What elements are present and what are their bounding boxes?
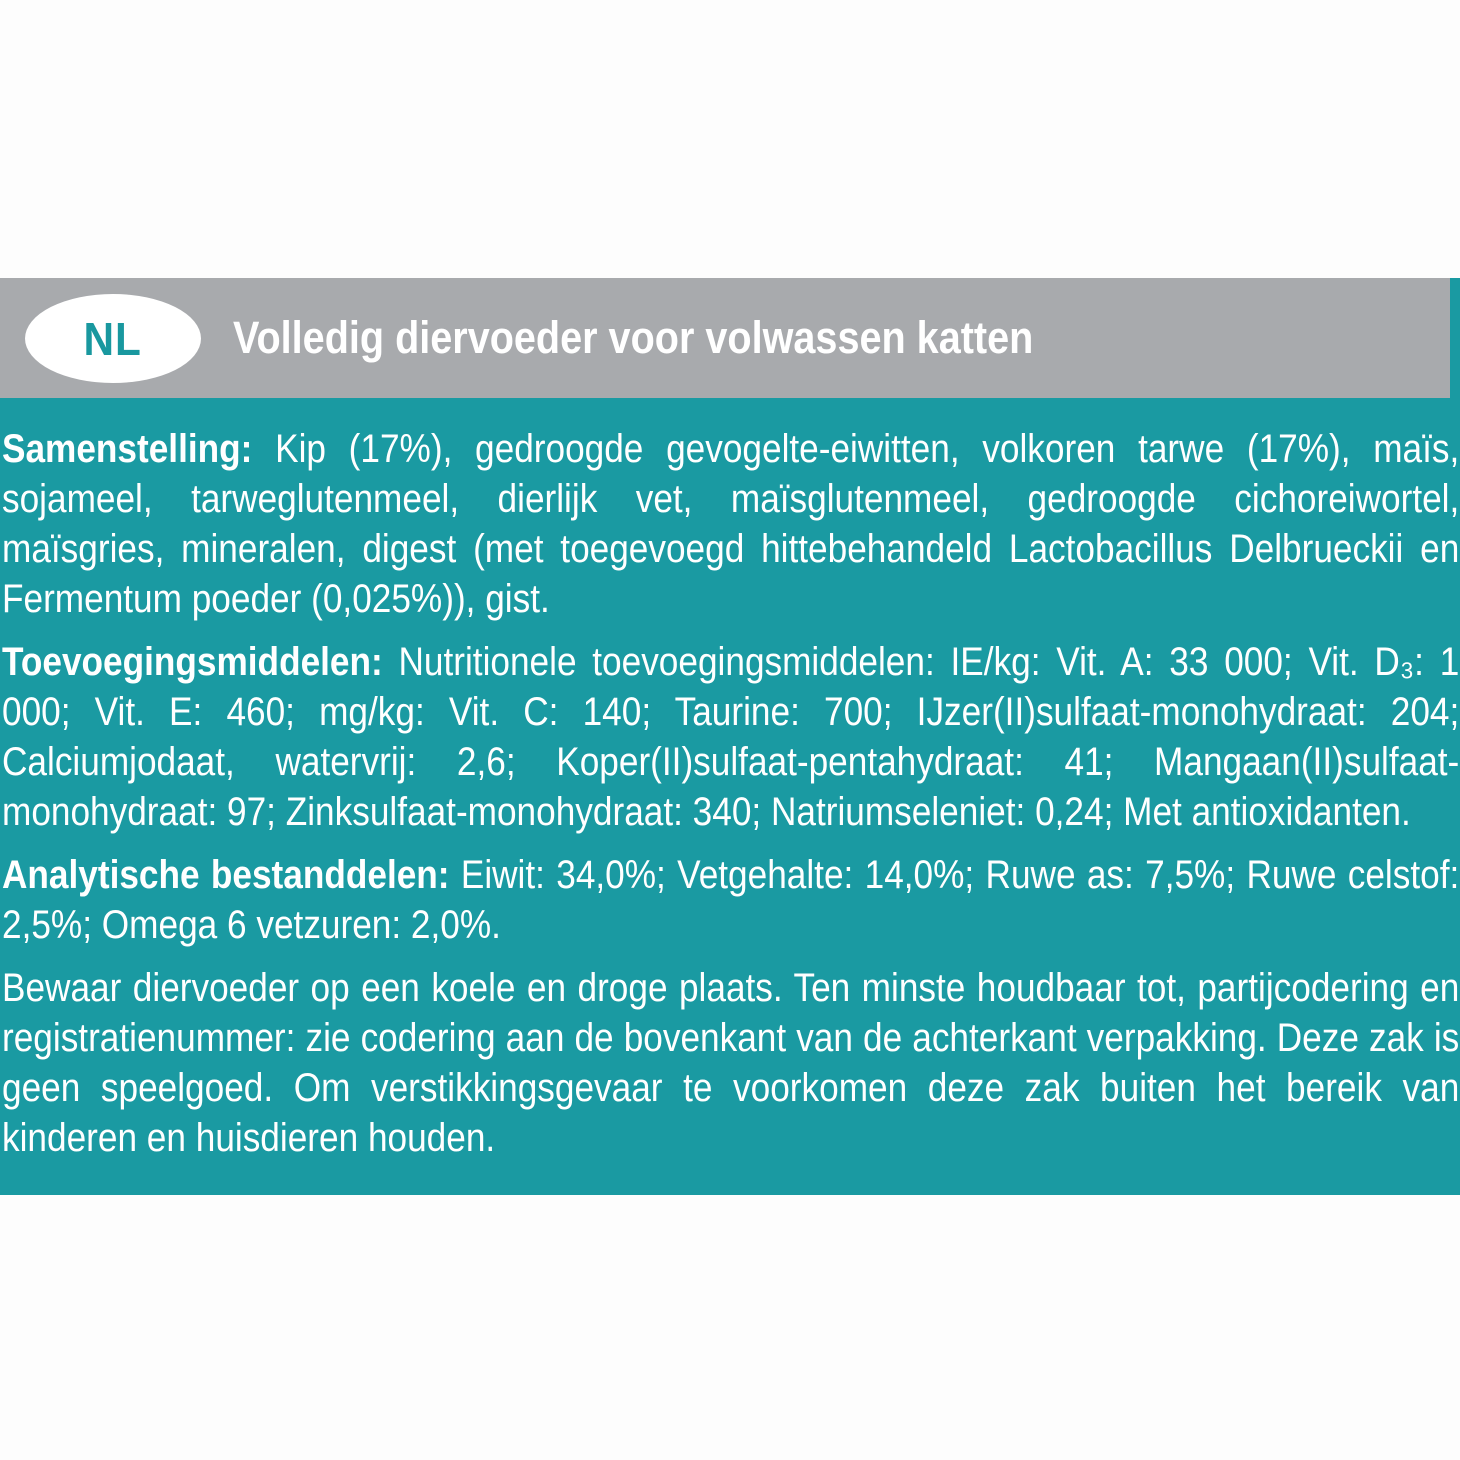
section-analytische-bestanddelen (2, 850, 1459, 950)
label-body-text (2, 424, 1459, 1163)
language-badge (25, 294, 201, 383)
label-title (233, 278, 1142, 398)
label-title-text: Volledig diervoeder voor volwassen katten (233, 312, 1034, 363)
section-analytische-bestanddelen-body: Eiwit: 34,0%; Vetgehalte: 14,0%; Ruwe as: 7,5%; Ruwe celstof: 2,5%; Omega 6 vetzuren: 2,0%. (2, 853, 1460, 947)
label-header-bar (0, 278, 1450, 398)
language-code: NL (83, 312, 143, 365)
section-bewaaradvies (2, 963, 1459, 1163)
section-samenstelling (2, 424, 1459, 624)
section-toevoegingsmiddelen (2, 637, 1459, 837)
section-samenstelling-body: Kip (17%), gedroogde gevogelte-eiwitten, volkoren tarwe (17%), maïs, sojameel, tarweglutenmeel, dierlijk vet, maïsglutenmeel, gedroogde cichoreiwortel, maïsgries, mineralen, digest (met toegevoegd hittebehandeld Lactobacillus Delbrueckii en Fermentum poeder (0,025%)), gist. (2, 427, 1460, 621)
section-toevoegingsmiddelen-body: Nutritionele toevoegingsmiddelen: IE/kg: Vit. A: 33 000; Vit. D₃: 1 000; Vit. E: 460; mg/kg: Vit. C: 140; Taurine: 700; IJzer(II)sulfaat-monohydraat: 204; Calciumjodaat, watervrij: 2,6; Koper(II)sulfaat-pentahydraat: 41; Mangaan(II)sulfaat-monohydraat: 97; Zinksulfaat-monohydraat: 340; Natriumseleniet: 0,24; Met antioxidanten. (2, 640, 1460, 834)
pet-food-label-panel (0, 278, 1460, 1195)
section-bewaaradvies-body: Bewaar diervoeder op een koele en droge plaats. Ten minste houdbaar tot, partijcodering en registratienummer: zie codering aan de bovenkant van de achterkant verpakking. Deze zak is geen speelgoed. Om verstikkingsgevaar te voorkomen deze zak buiten het bereik van kinderen en huisdieren houden. (2, 966, 1460, 1160)
section-analytische-bestanddelen-heading: Analytische bestanddelen: (2, 853, 461, 897)
section-toevoegingsmiddelen-heading: Toevoegingsmiddelen: (2, 640, 399, 684)
section-samenstelling-heading: Samenstelling: (2, 427, 276, 471)
